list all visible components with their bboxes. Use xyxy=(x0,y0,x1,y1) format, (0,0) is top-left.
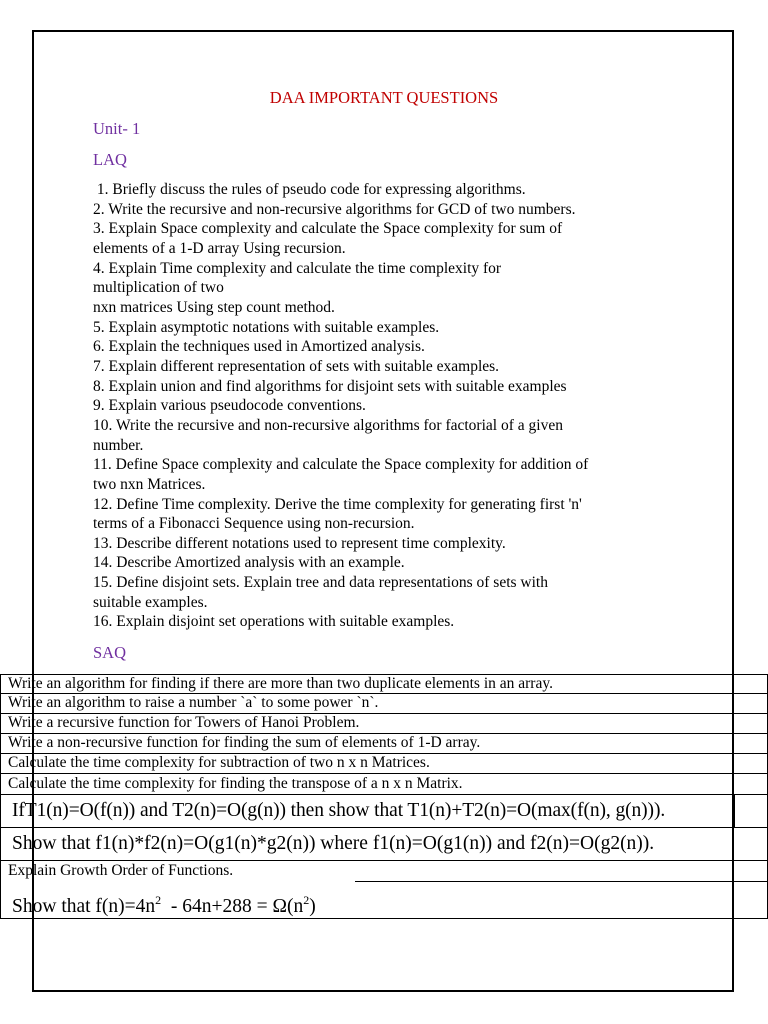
laq-line: 11. Define Space complexity and calculate the Space complexity for addition of xyxy=(93,456,589,474)
saq-row: Explain Growth Order of Functions. xyxy=(8,862,234,879)
saq-row: Show that $f(n)=4n^2 - 64n+288 = \Omega(n^2)$ xyxy=(12,893,316,917)
unit-heading: Unit- 1 xyxy=(93,119,141,138)
laq-line: terms of a Fibonacci Sequence using non-recursion. xyxy=(93,515,415,533)
laq-line: elements of a 1-D array Using recursion. xyxy=(93,239,346,257)
saq-row: Write an algorithm to raise a number `a` to some power `n`. xyxy=(8,694,379,711)
laq-line: 6. Explain the techniques used in Amortized analysis. xyxy=(93,338,425,356)
laq-line: 9. Explain various pseudocode conventions. xyxy=(93,397,366,415)
laq-line: multiplication of two xyxy=(93,279,224,297)
laq-line: number. xyxy=(93,436,144,454)
saq-row: Show that f1(n)*f2(n)=O(g1(n)*g2(n)) where f1(n)=O(g1(n)) and f2(n)=O(g2(n)). xyxy=(12,833,655,854)
saq-row: IfT1(n)=O(f(n)) and T2(n)=O(g(n)) then show that T1(n)+T2(n)=O(max(f(n), g(n))). xyxy=(12,800,666,821)
laq-heading: LAQ xyxy=(93,150,127,169)
laq-line: 3. Explain Space complexity and calculate the Space complexity for sum of xyxy=(93,220,563,238)
laq-line: 13. Describe different notations used to represent time complexity. xyxy=(93,534,506,552)
table-rule xyxy=(0,860,768,861)
table-rule xyxy=(0,794,768,795)
laq-line: suitable examples. xyxy=(93,593,208,611)
laq-line: 2. Write the recursive and non-recursive algorithms for GCD of two numbers. xyxy=(93,200,576,218)
laq-line: 12. Define Time complexity. Derive the time complexity for generating first 'n' xyxy=(93,495,582,513)
table-rule xyxy=(734,794,735,827)
saq-row: Write a recursive function for Towers of Hanoi Problem. xyxy=(8,714,360,731)
saq-row: Calculate the time complexity for subtraction of two n x n Matrices. xyxy=(8,754,430,771)
laq-line: 16. Explain disjoint set operations with suitable examples. xyxy=(93,613,455,631)
table-rule xyxy=(0,827,768,828)
table-rule xyxy=(0,773,768,774)
laq-line: 5. Explain asymptotic notations with suitable examples. xyxy=(93,318,440,336)
laq-line: 14. Describe Amortized analysis with an example. xyxy=(93,554,405,572)
laq-line: 15. Define disjoint sets. Explain tree and data representations of sets with xyxy=(93,574,548,592)
laq-line: two nxn Matrices. xyxy=(93,475,206,493)
saq-row: Calculate the time complexity for finding the transpose of a n x n Matrix. xyxy=(8,775,463,792)
saq-heading: SAQ xyxy=(93,643,127,662)
saq-row: Write a non-recursive function for finding the sum of elements of 1-D array. xyxy=(8,734,481,751)
laq-line: 4. Explain Time complexity and calculate the time complexity for xyxy=(93,259,502,277)
laq-line: 10. Write the recursive and non-recursive algorithms for factorial of a given xyxy=(93,416,563,434)
document-title: DAA IMPORTANT QUESTIONS xyxy=(269,88,499,107)
laq-question-list xyxy=(93,180,693,632)
table-rule xyxy=(355,881,768,882)
laq-line: 8. Explain union and find algorithms for disjoint sets with suitable examples xyxy=(93,377,567,395)
laq-line: nxn matrices Using step count method. xyxy=(93,298,335,316)
laq-line: 7. Explain different representation of sets with suitable examples. xyxy=(93,357,500,375)
saq-row: Write an algorithm for finding if there are more than two duplicate elements in an array. xyxy=(8,675,553,692)
table-rule xyxy=(0,674,1,918)
laq-line: 1. Briefly discuss the rules of pseudo code for expressing algorithms. xyxy=(93,181,526,198)
